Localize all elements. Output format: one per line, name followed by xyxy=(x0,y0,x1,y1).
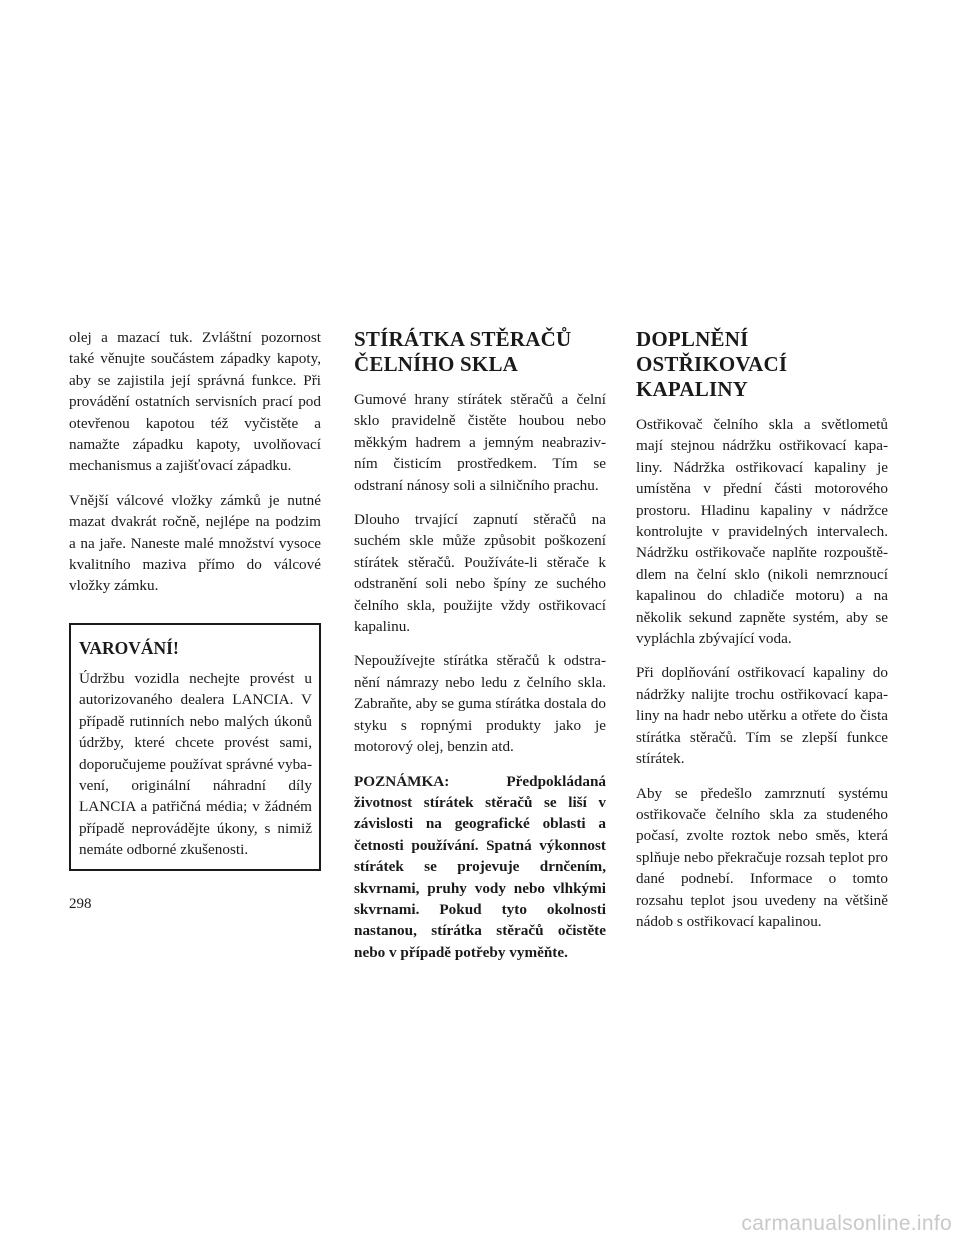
warning-text: Údržbu vozidla nechejte provést u autorizovaného dealera LANCIA. V případě rutinních nebo malých úkonů údržby, které chcete provést sami, doporučujeme používat správné vybavení, originální náhradní díly LANCIA a patřičná média; v žádném případě neprovádějte úkony, s nimiž nemáte odborné zkušenosti. xyxy=(79,669,312,859)
watermark-text: carmanualsonline.info xyxy=(741,1212,952,1235)
column-right xyxy=(636,327,888,945)
paragraph-freezing: Aby se předešlo zamrznutí systému ostřikovače čelního skla za studeného počasí, zvolte roztok nebo směs, která splňuje nebo překračuje rozsah teplot pro dané podnebí. Informace o tomto rozsahu teplot jsou uvedeny na většině nádob s ostřikovací kapalinou. xyxy=(636,784,888,930)
paragraph-hood-latch: olej a mazací tuk. Zvláštní pozornost také věnujte součástem západky kapoty, aby se zajistila její správná funkce. Při provádění ostatních servisních prací pod otevřenou kapotou též vyčistěte a namažte západku kapoty, uvolňovací mechanismus a zajišťovací západku. xyxy=(69,329,321,475)
column-middle xyxy=(354,327,606,976)
paragraph-dry-glass: Dlouho trvající zapnutí stěračů na suchém skle může způsobit poškození stírátek stěračů. Používáte-li stěrače k odstranění soli nebo špíny ze suchého čelního skla, použijte vždy ostřikovací kapalinu. xyxy=(354,511,606,636)
paragraph-washer-reservoir: Ostřikovač čelního skla a světlometů mají stejnou nádržku ostřikovací kapaliny. Nádržka ostřikovací kapaliny je umístěna v přední části motorového prostoru. Hladinu kapaliny v nádržce kontrolujte v pravidelných intervalech. Nádržku ostřikovače naplňte rozpouštědlem na čelní sklo (nikoli nemrznoucí kapalinou do chladiče motoru) a na několik sekund zapněte systém, aby se vypláchla zbývající voda. xyxy=(636,416,888,648)
paragraph-refilling: Při doplňování ostřikovací kapaliny do nádržky nalijte trochu ostřikovací kapaliny na hadr nebo utěrku a otřete do čista stírátka stěračů. Tím se zlepší funkce stírátek. xyxy=(636,664,888,768)
note-wiper-life: POZNÁMKA: Předpokládaná životnost stírátek stěračů se liší v závislosti na geografické oblasti a četnosti používání. Spatná výkonnost stírátek se projevuje drnčením, skvrnami, pruhy vody nebo vlhkými skvrnami. Pokud tyto okolnosti nastanou, stírátka stěračů očistěte nebo v případě potřeby vyměňte. xyxy=(354,772,606,961)
paragraph-wiper-cleaning: Gumové hrany stírátek stěračů a čelní sklo pravidelně čistěte houbou nebo měkkým hadrem a jemným neabrazivním čisticím prostředkem. Tím se odstraní nánosy soli a silničního prachu. xyxy=(354,391,606,494)
warning-title: VAROVÁNÍ! xyxy=(79,637,179,658)
section-title-wiper-blades xyxy=(354,327,606,377)
section-title-line: ČELNÍHO SKLA xyxy=(354,352,519,376)
section-title-line: OSTŘIKOVACÍ KAPALINY xyxy=(636,352,788,401)
paragraph-ice-removal: Nepoužívejte stírátka stěračů k odstranění námrazy nebo ledu z čelního skla. Zabraňte, aby se guma stírátka dostala do styku s ropnými produkty jako je motorový olej, benzin atd. xyxy=(354,652,606,756)
column-left xyxy=(69,327,321,871)
section-title-line: DOPLNĚNÍ xyxy=(636,327,749,351)
paragraph-lock-cylinders: Vnější válcové vložky zámků je nutné mazat dvakrát ročně, nejlépe na podzim a na jaře. Naneste malé množství vysoce kvalitního maziva přímo do válcové vložky zámku. xyxy=(69,491,321,595)
page-number: 298 xyxy=(69,896,92,912)
section-title-washer-fluid xyxy=(636,327,888,402)
section-title-line: STÍRÁTKA STĚRAČŮ xyxy=(354,327,572,351)
warning-box xyxy=(69,623,321,871)
